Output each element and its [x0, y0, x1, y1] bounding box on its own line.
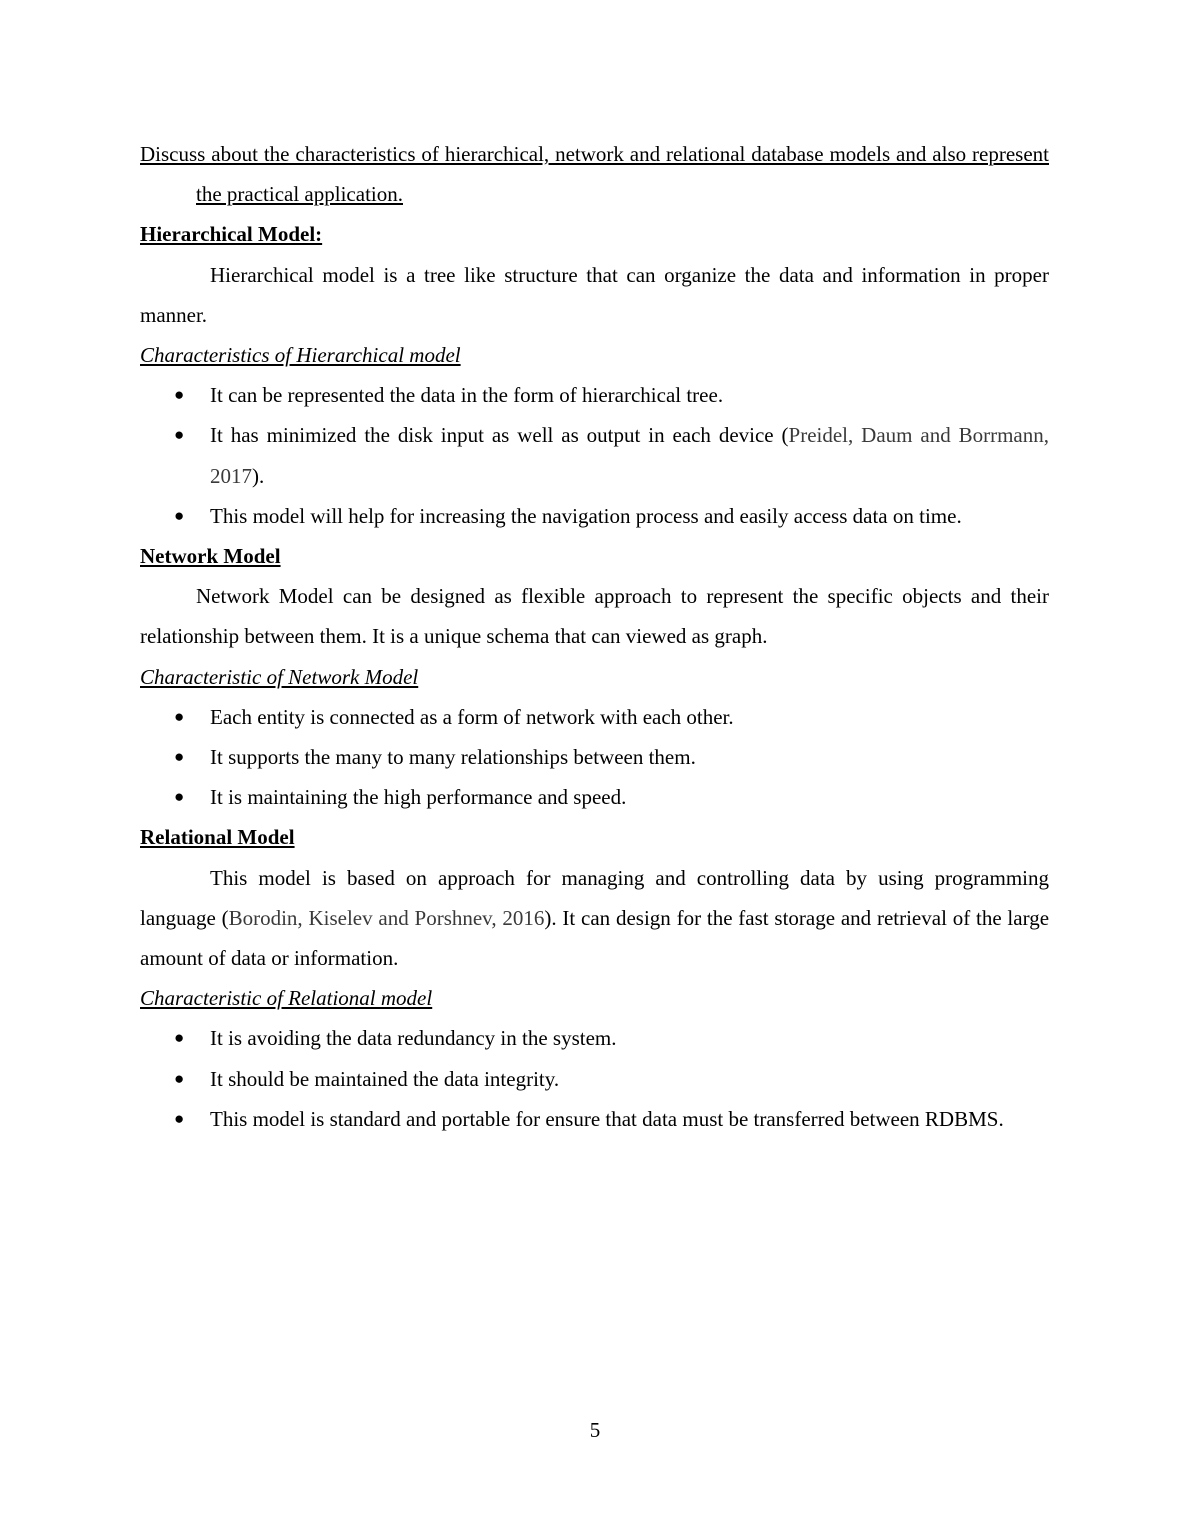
- subheading-network: Characteristic of Network Model: [140, 664, 419, 689]
- paragraph-text: This model is based on approach for managing and controlling data by using programming language (: [140, 865, 1049, 930]
- paragraph-network: Network Model can be designed as flexible approach to represent the specific objects and their relationship between them. It is a unique schema that can viewed as graph.: [140, 584, 1049, 649]
- paragraph-hierarchical: Hierarchical model is a tree like structure that can organize the data and information in proper manner.: [140, 262, 1049, 327]
- heading-relational: Relational Model: [140, 825, 295, 850]
- bullet-icon: ●: [174, 1108, 185, 1128]
- list-item-text: ).: [252, 463, 265, 488]
- citation: Borodin, Kiselev and Porshnev, 2016: [228, 905, 545, 930]
- list-item-text: This model is standard and portable for ensure that data must be transferred between RDBMS.: [210, 1106, 1004, 1131]
- list-item-text: It has minimized the disk input as well as output in each device (: [210, 423, 789, 448]
- list-item-text: It should be maintained the data integrity.: [210, 1066, 560, 1091]
- paragraph-text: ). It can design for the fast storage and retrieval of the large amount of data or information.: [140, 905, 1050, 971]
- list-item: [140, 375, 1049, 415]
- list-item: [140, 697, 1049, 737]
- list-network: [140, 697, 1049, 818]
- subheading-relational: Characteristic of Relational model: [140, 986, 433, 1011]
- heading-hierarchical: Hierarchical Model:: [140, 222, 323, 247]
- list-item-text: It is maintaining the high performance and speed.: [210, 785, 627, 810]
- list-item: [140, 737, 1049, 777]
- bullet-icon: ●: [174, 747, 185, 767]
- citation: Preidel, Daum and Borrmann, 2017: [210, 423, 1049, 488]
- list-item: [140, 1059, 1049, 1099]
- list-item-text: It supports the many to many relationships between them.: [210, 745, 696, 770]
- bullet-icon: ●: [174, 425, 185, 445]
- list-item-text: It can be represented the data in the form of hierarchical tree.: [210, 383, 724, 408]
- list-item: [140, 496, 1049, 536]
- list-hierarchical: [140, 375, 1049, 536]
- list-item-text: It is avoiding the data redundancy in the system.: [210, 1026, 617, 1051]
- question-title: Discuss about the characteristics of hierarchical, network and relational database models and also represent the practical application.: [140, 142, 1049, 207]
- bullet-icon: ●: [174, 505, 185, 525]
- subheading-hierarchical: Characteristics of Hierarchical model: [140, 343, 461, 368]
- list-item-text: Each entity is connected as a form of network with each other.: [210, 704, 734, 729]
- bullet-icon: ●: [174, 1068, 185, 1088]
- list-item: [140, 415, 1049, 495]
- list-item: [140, 1018, 1049, 1058]
- list-item: [140, 777, 1049, 817]
- list-item: [140, 1099, 1049, 1139]
- bullet-icon: ●: [174, 1028, 185, 1048]
- list-relational: [140, 1018, 1049, 1139]
- heading-network: Network Model: [140, 544, 281, 569]
- bullet-icon: ●: [174, 706, 185, 726]
- bullet-icon: ●: [174, 787, 185, 807]
- paragraph-relational: [140, 858, 1049, 979]
- list-item-text: This model will help for increasing the navigation process and easily access data on time.: [210, 503, 962, 528]
- page-number: 5: [589, 1418, 601, 1442]
- bullet-icon: ●: [174, 385, 185, 405]
- document-body: [140, 134, 1049, 1139]
